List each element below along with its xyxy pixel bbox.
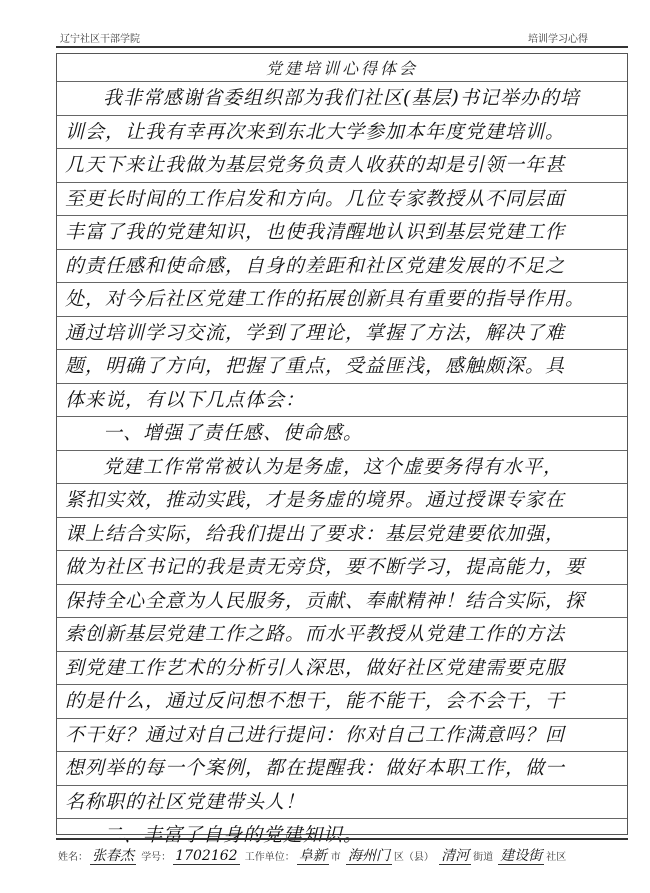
document-title: 党建培训心得体会 <box>265 59 418 78</box>
body-line: 的责任感和使命感，自身的差距和社区党建发展的不足之 <box>65 254 566 277</box>
body-line: 处，对今后社区党建工作的拓展创新具有重要的指导作用。 <box>65 288 586 310</box>
ruled-line <box>57 684 627 685</box>
body-line: 想列举的每一个案例，都在提醒我：做好本职工作，做一 <box>65 757 566 779</box>
footer-rule <box>56 838 628 840</box>
unit-label: 工作单位： <box>244 852 295 863</box>
body-line: 题，明确了方向，把握了重点，受益匪浅，感触颇深。具 <box>65 355 566 377</box>
body-line: 保持全心全意为人民服务，贡献、奉献精神！结合实际，探 <box>65 589 586 612</box>
ruled-line <box>57 215 627 216</box>
body-line: 索创新基层党建工作之路。而水平教授从党建工作的方法 <box>65 623 566 645</box>
body-line: 到党建工作艺术的分析引人深思，做好社区党建需要克服 <box>65 656 566 679</box>
ruled-line <box>57 182 627 183</box>
ruled-line <box>57 81 627 82</box>
body-line: 训会，让我有幸再次来到东北大学参加本年度党建培训。 <box>65 120 566 143</box>
street-value: 清河 <box>441 848 470 864</box>
ruled-line <box>57 383 627 384</box>
lined-paper <box>56 53 628 846</box>
ruled-line <box>57 718 627 719</box>
ruled-line <box>57 316 627 317</box>
ruled-line <box>57 148 627 149</box>
city-suffix: 市 <box>330 852 341 863</box>
ruled-line <box>57 450 627 451</box>
ruled-line <box>57 282 627 283</box>
body-line: 的是什么，通过反问想不想干，能不能干，会不会干，干 <box>65 690 566 712</box>
ruled-line <box>57 785 627 786</box>
ruled-line <box>57 349 627 350</box>
student-info-footer <box>58 845 630 865</box>
city-value: 阜新 <box>298 848 327 864</box>
header-rule <box>56 46 628 48</box>
ruled-line <box>57 651 627 652</box>
body-line: 丰富了我的党建知识，也使我清醒地认识到基层党建工作 <box>65 221 566 243</box>
ruled-line <box>57 517 627 518</box>
body-line: 课上结合实际，给我们提出了要求：基层党建要依加强， <box>65 522 566 545</box>
body-line: 至更长时间的工作启发和方向。几位专家教授从不同层面 <box>65 187 566 210</box>
id-label: 学号： <box>141 852 172 863</box>
ruled-line <box>57 617 627 618</box>
body-line: 名称职的社区党建带头人！ <box>65 790 306 813</box>
id-value: 1702162 <box>175 848 238 864</box>
body-line: 通过培训学习交流，学到了理论，掌握了方法，解决了难 <box>65 321 566 344</box>
community-value: 建设街 <box>500 848 543 864</box>
district-suffix: 区（县） <box>393 852 434 863</box>
name-label: 姓名： <box>58 852 88 863</box>
body-line: 一、增强了责任感、使命感。 <box>103 422 364 444</box>
ruled-line <box>57 483 627 484</box>
page-category: 培训学习心得 <box>528 34 588 45</box>
ruled-line <box>57 584 627 585</box>
ruled-line <box>57 249 627 250</box>
body-line: 我非常感谢省委组织部为我们社区(基层)书记举办的培 <box>103 87 580 109</box>
body-line: 党建工作常常被认为是务虚，这个虚要务得有水平， <box>103 455 564 478</box>
body-line: 几天下来让我做为基层党务负责人收获的却是引领一年甚 <box>65 154 566 176</box>
ruled-line <box>57 751 627 752</box>
ruled-line <box>57 416 627 417</box>
body-line: 二、丰富了自身的党建知识。 <box>103 824 364 846</box>
body-line: 不干好？通过对自己进行提问：你对自己工作满意吗？回 <box>65 723 566 746</box>
body-line: 紧扣实效，推动实践，才是务虚的境界。通过授课专家在 <box>65 489 566 511</box>
body-line: 做为社区书记的我是责无旁贷，要不断学习，提高能力，要 <box>65 556 586 578</box>
body-line: 体来说，有以下几点体会： <box>65 388 306 411</box>
ruled-line <box>57 550 627 551</box>
name-value: 张春杰 <box>92 848 134 864</box>
district-value: 海州门 <box>347 848 390 864</box>
ruled-line <box>57 115 627 116</box>
street-suffix: 街道 <box>473 852 494 863</box>
community-suffix: 社区 <box>546 852 567 863</box>
ruled-line <box>57 818 627 819</box>
school-name: 辽宁社区干部学院 <box>60 34 140 45</box>
